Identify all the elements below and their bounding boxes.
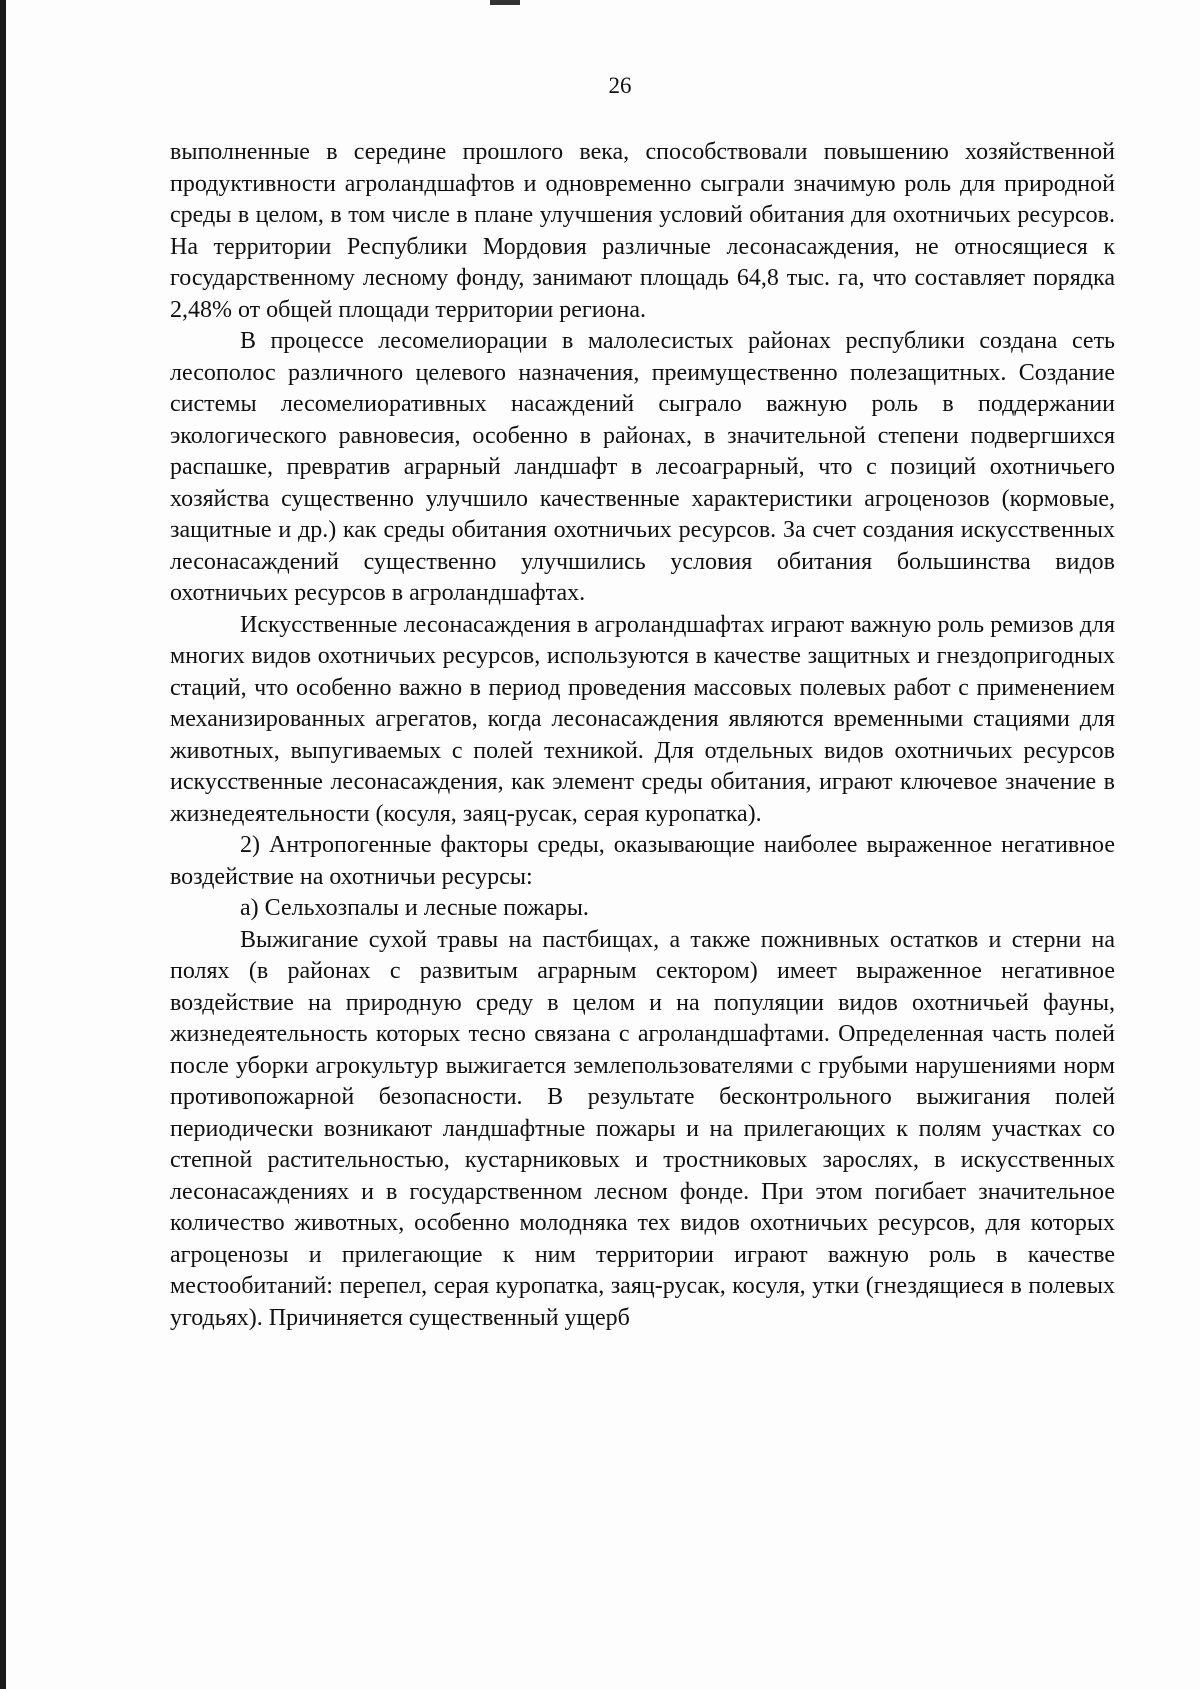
paragraph-5: а) Сельхозпалы и лесные пожары.: [240, 895, 589, 921]
paragraph-3: Искусственные лесонасаждения в агроландшафтах играют важную роль ремизов для многих видов охотничьих ресурсов, используются в качестве защитных и гнездопригодных стаций, что особенно важно в период проведения массовых полевых работ с применением механизированных агрегатов, когда лесонасаждения являются временными стациями для животных, выпугиваемых с полей техникой. Для отдельных видов охотничьих ресурсов искусственные лесонасаждения, как элемент среды обитания, играют ключевое значение в жизнедеятельности (косуля, заяц-русак, серая куропатка).: [170, 611, 1115, 827]
scan-mark: [490, 0, 520, 5]
scan-edge: [0, 0, 6, 1689]
paragraph-1: выполненные в середине прошлого века, способствовали повышению хозяйственной продуктивности агроландшафтов и одновременно сыграли значимую роль для природной среды в целом, в том числе в плане улучшения условий обитания для охотничьих ресурсов. На территории Республики Мордовия различные лесонасаждения, не относящиеся к государственному лесному фонду, занимают площадь 64,8 тыс. га, что составляет порядка 2,48% от общей площади территории региона.: [170, 139, 1115, 323]
page-number: 26: [608, 73, 632, 98]
document-body: [170, 137, 1115, 1334]
paragraph-6: Выжигание сухой травы на пастбищах, а также пожнивных остатков и стерни на полях (в районах с развитым аграрным сектором) имеет выраженное негативное воздействие на природную среду в целом и на популяции видов охотничьей фауны, жизнедеятельность которых тесно связана с агроландшафтами. Определенная часть полей после уборки агрокультур выжигается землепользователями с грубыми нарушениями норм противопожарной безопасности. В результате бесконтрольного выжигания полей периодически возникают ландшафтные пожары и на прилегающих к полям участках со степной растительностью, кустарниковых и тростниковых зарослях, в искусственных лесонасаждениях и в государственном лесном фонде. При этом погибает значительное количество животных, особенно молодняка тех видов охотничьих ресурсов, для которых агроценозы и прилегающие к ним территории играют важную роль в качестве местообитаний: перепел, серая куропатка, заяц-русак, косуля, утки (гнездящиеся в полевых угодьях). Причиняется существенный ущерб: [170, 926, 1115, 1331]
paragraph-4: 2) Антропогенные факторы среды, оказывающие наиболее выраженное негативное воздействие на охотничьи ресурсы:: [170, 832, 1115, 890]
paragraph-2: В процессе лесомелиорации в малолесистых районах республики создана сеть лесополос различного целевого назначения, преимущественно полезащитных. Создание системы лесомелиоративных насаждений сыграло важную роль в поддержании экологического равновесия, особенно в районах, в значительной степени подвергшихся распашке, превратив аграрный ландшафт в лесоаграрный, что с позиций охотничьего хозяйства существенно улучшило качественные характеристики агроценозов (кормовые, защитные и др.) как среды обитания охотничьих ресурсов. За счет создания искусственных лесонасаждений существенно улучшились условия обитания большинства видов охотничьих ресурсов в агроландшафтах.: [170, 328, 1115, 606]
